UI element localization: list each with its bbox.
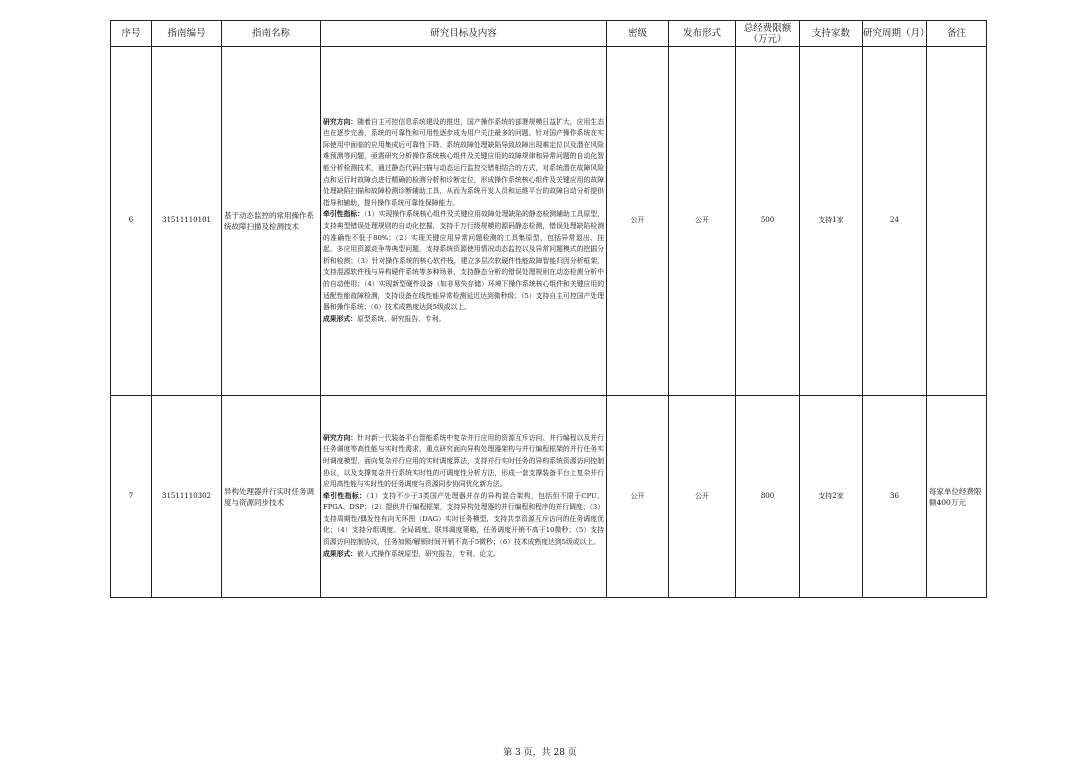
header-seq: 序号 (111, 21, 152, 47)
cell-code: 31511110302 (152, 396, 222, 598)
cell-period: 24 (863, 47, 927, 396)
header-secret: 密级 (607, 21, 669, 47)
result-text: 原型系统、研究报告、专利。 (356, 314, 446, 323)
direction-text: 针对新一代装备平台智能系统中复杂并行应用的资源互斥访问、并行编程以及并行任务调度等高性能与实时性需求，重点研究面向异构处理器架构与并行编程框架的并行任务实时调度模型，面向复杂并行应用的实时调度算法，支持并行实时任务的异构系统资源访问控制协议，以及支撑复杂并行系统实时性的可调度性分析方法，形成一套支撑装备平台上复杂并行应用高性能与实时性的任务调度与资源同步协同优化新方法。 (323, 433, 605, 489)
cell-seq: 7 (111, 396, 152, 598)
header-remark: 备注 (927, 21, 987, 47)
header-code: 指南编号 (152, 21, 222, 47)
guide-table (110, 20, 987, 598)
header-row (111, 21, 987, 47)
page-footer: 第 3 页，共 28 页 (503, 748, 577, 758)
direction-label: 研究方向： (323, 433, 358, 442)
cell-secret: 公开 (607, 47, 669, 396)
cell-remark (927, 47, 987, 396)
guiding-indicators (323, 491, 604, 549)
indicator-label: 牵引性指标： (323, 491, 367, 500)
cell-period: 36 (863, 396, 927, 598)
table-row (111, 47, 987, 396)
cell-remark: 每家单位经费限额400万元 (927, 396, 987, 598)
direction-label: 研究方向： (323, 117, 358, 126)
research-direction (323, 433, 604, 491)
header-publish: 发布形式 (669, 21, 736, 47)
cell-publish: 公开 (669, 47, 736, 396)
result-form (323, 314, 604, 326)
cell-funding: 500 (736, 47, 800, 396)
cell-content (321, 396, 607, 598)
result-label: 成果形式： (323, 549, 357, 558)
indicator-text: （1）支持不少于3类国产处理器并存的异构混合架构，包括但不限于CPU、FPGA、DSP；（2）提供并行编程框架，支持异构处理器的并行编程和程序的并行调度；（3）支持周期性/偶发性有向无环图（DAG）实时任务模型，支持共享资源互斥访问的任务调度优化；（4）支持分组调度、全局调度、联邦调度策略，任务调度开销不高于10微秒；（5）支持资源访问控制协议，任务加锁/解锁时间开销不高于5微秒；（6）技术成熟度达到5级或以上。 (323, 491, 604, 547)
cell-name: 异构处理器并行实时任务调度与资源同步技术 (222, 396, 321, 598)
cell-name: 基于动态监控的常用操作系统故障扫描及检测技术 (222, 47, 321, 396)
indicator-text: （1）实现操作系统核心组件及关键应用故障处理缺陷的静态检测辅助工具原型，支持典型错误处理规则的自动化挖掘，支持千万行级规模的源码静态检测，错误处理缺陷检测的准确性不低于80%；（2）实现关键应用异常问题检测的工具集原型，包括异常退出、挂起、多应用资源竞争等典型问题，支持系统资源使用情况动态监控以及异常问题模式的挖掘分析和检测；（3）针对操作系统的核心软件栈，建立多层次软硬件性能故障智能归因分析框架，支持混源软件栈与异构硬件系统等多种场景，支持静态分析的错误处理规则在动态检测分析中的自动使用；（4）实现新型硬件设备（如非易失存储）环境下操作系统核心组件和关键应用的适配性能故障检测，支持设备在线性能异常检测延迟达到微秒级；（5）支持自主可控国产处理器和操作系统；（6）技术成熟度达到5级或以上。 (323, 210, 605, 312)
cell-code: 31511110101 (152, 47, 222, 396)
header-funding: 总经费限额（万元） (736, 21, 800, 47)
header-support: 支持家数 (800, 21, 863, 47)
result-form (323, 549, 604, 561)
cell-publish: 公开 (669, 396, 736, 598)
table-row (111, 396, 987, 598)
cell-content (321, 47, 607, 396)
cell-support: 支持2家 (800, 396, 863, 598)
indicator-label: 牵引性指标： (323, 210, 364, 219)
result-label: 成果形式： (323, 314, 357, 323)
cell-secret: 公开 (607, 396, 669, 598)
header-period: 研究周期（月） (863, 21, 927, 47)
direction-text: 随着自主可控信息系统建设的推进，国产操作系统的部署规模日益扩大，应用生态也在逐步完善，系统的可靠性和可用性逐步成为用户关注最多的问题。针对国产操作系统在实际使用中面临的应用集成后可靠性下降、系统故障处理缺陷导致故障出现难定位以及潜在风险难预测等问题，亟需研究分析操作系统核心组件及关键应用的故障规律和异常问题的自动化智能分析检测技术，通过静态代码扫描与动态运行监控交错相结合的方式，对系统潜在故障风险点和运行时故障点进行精确的检测分析和诊断定位，形成操作系统核心组件及关键应用的故障处理缺陷扫描和故障检测诊断辅助工具，从而为系统开发人员和运维平台的故障自动分析提供指导和辅助，提升操作系统可靠性保障能力。 (323, 117, 605, 207)
cell-seq: 6 (111, 47, 152, 396)
cell-funding: 800 (736, 396, 800, 598)
header-content: 研究目标及内容 (321, 21, 607, 47)
cell-support: 支持1家 (800, 47, 863, 396)
research-direction (323, 117, 604, 210)
result-text: 嵌入式操作系统原型、研究报告、专利、论文。 (356, 549, 500, 558)
header-name: 指南名称 (222, 21, 321, 47)
guiding-indicators (323, 209, 604, 313)
